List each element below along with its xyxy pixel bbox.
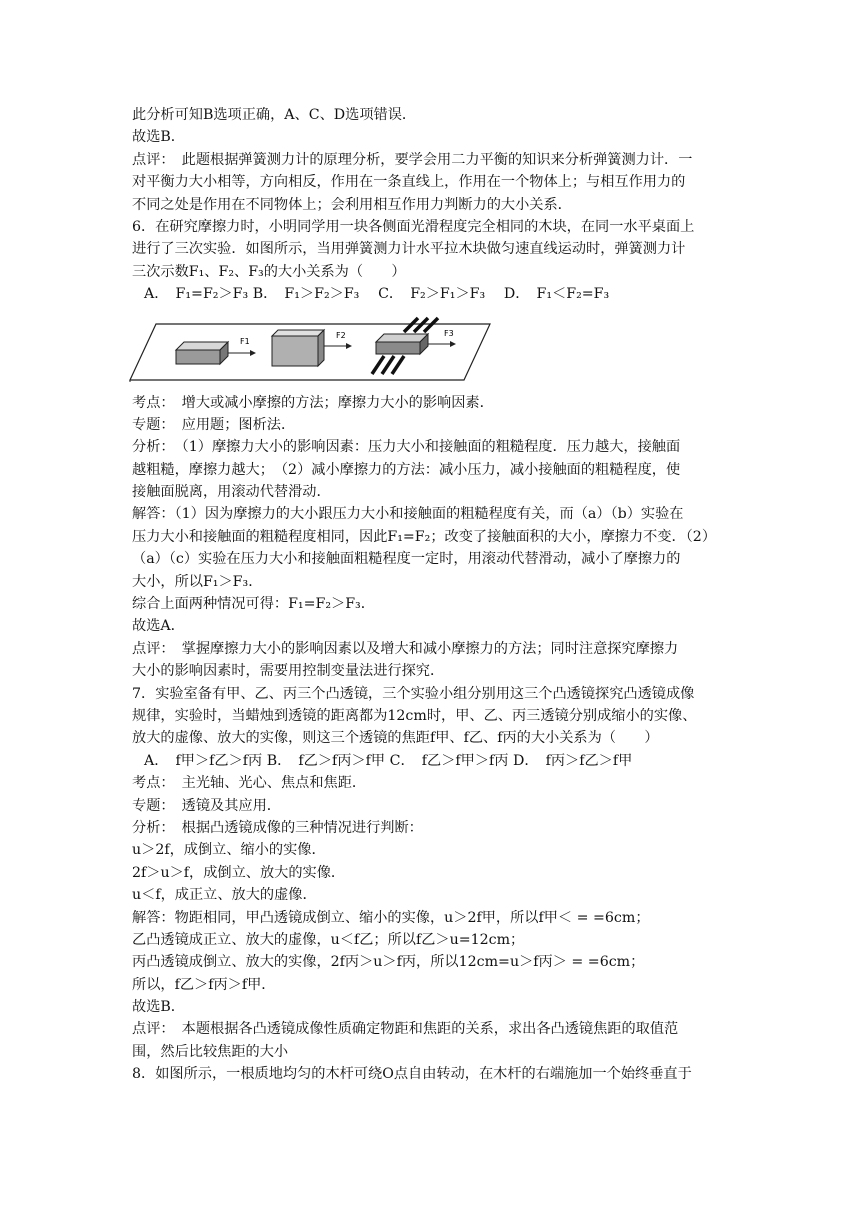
text-line: 综合上面两种情况可得：F₁=F₂＞F₃． [132, 596, 375, 613]
question-6-options: A． F₁=F₂＞F₃ B． F₁＞F₂＞F₃ C． F₂＞F₁＞F₃ D． F₁＜F₂=F₃ [144, 286, 610, 303]
text-line: 2f＞u＞f，成倒立、放大的实像． [132, 864, 346, 881]
friction-experiment-figure [132, 310, 737, 378]
text-line: 大小的影响因素时，需要用控制变量法进行探究． [132, 663, 445, 680]
document-page [132, 104, 737, 1086]
text-line: 所以，f乙＞f丙＞f甲． [132, 976, 276, 993]
text-line: 点评： 掌握摩擦力大小的影响因素以及增大和减小摩擦力的方法；同时注意探究摩擦力 [132, 640, 679, 657]
text-line: 解答：（1）因为摩擦力的大小跟压力大小和接触面的粗糙程度有关，而（a）（b）实验在 [132, 506, 684, 523]
text-line: 分析： 根据凸透镜成像的三种情况进行判断： [132, 819, 423, 836]
text-line: 点评： 本题根据各凸透镜成像性质确定物距和焦距的关系，求出各凸透镜焦距的取值范 [132, 1021, 679, 1038]
text-line: u＜f，成正立、放大的虚像． [132, 887, 317, 904]
text-line: 三次示数F₁、F₂、F₃的大小关系为（ ） [132, 263, 406, 280]
force-label: F1 [240, 336, 250, 346]
text-line: u＞2f，成倒立、缩小的实像． [132, 842, 326, 859]
text-line: 规律，实验时，当蜡烛到透镜的距离都为12cm时，甲、乙、丙三透镜分别成缩小的实像、 [132, 707, 697, 724]
friction-diagram [128, 310, 508, 382]
text-line: 分析： （1）摩擦力大小的影响因素：压力大小和接触面的粗糙程度．压力越大，接触面 [132, 439, 681, 456]
text-line: 专题： 透镜及其应用． [132, 797, 281, 814]
text-line: 乙凸透镜成正立、放大的虚像，u＜f乙；所以f乙＞u=12cm； [132, 931, 525, 948]
text-line: 解答：物距相同，甲凸透镜成倒立、缩小的实像，u＞2f甲，所以f甲＜ = =6cm； [132, 909, 650, 926]
question-6-stem: 6．在研究摩擦力时，小明同学用一块各侧面光滑程度完全相同的木块，在同一水平桌面上 [132, 218, 695, 235]
text-line: 大小，所以F₁＞F₃． [132, 573, 263, 590]
text-line: 丙凸透镜成倒立、放大的实像，2f丙＞u＞f丙，所以12cm=u＞f丙＞ = =6cm； [132, 954, 645, 971]
text-line: 对平衡力大小相等，方向相反，作用在一条直线上，作用在一个物体上；与相互作用力的 [132, 174, 686, 191]
question-7-stem: 7．实验室备有甲、乙、丙三个凸透镜，三个实验小组分别用这三个凸透镜探究凸透镜成像 [132, 685, 695, 702]
text-line: 压力大小和接触面的粗糙程度相同，因此F₁=F₂；改变了接触面积的大小，摩擦力不变．（2） [132, 528, 717, 545]
force-label: F3 [444, 328, 454, 338]
text-line: 考点： 增大或减小摩擦的方法；摩擦力大小的影响因素． [132, 394, 494, 411]
text-line: 围，然后比较焦距的大小 [132, 1043, 289, 1060]
text-line: 不同之处是作用在不同物体上；会利用相互作用力判断力的大小关系． [132, 196, 572, 213]
text-line: 进行了三次实验．如图所示，当用弹簧测力计水平拉木块做匀速直线运动时，弹簧测力计 [132, 241, 686, 258]
text-line: 越粗糙，摩擦力越大； （2）减小摩擦力的方法：减小压力，减小接触面的粗糙程度，使 [132, 461, 681, 478]
text-line: 故选B． [132, 999, 185, 1016]
text-line: 接触面脱离，用滚动代替滑动． [132, 484, 331, 501]
text-line: 点评： 此题根据弹簧测力计的原理分析，要学会用二力平衡的知识来分析弹簧测力计．一 [132, 151, 693, 168]
force-label: F2 [336, 330, 346, 340]
text-line: 考点： 主光轴、光心、焦点和焦距． [132, 775, 367, 792]
text-line: 此分析可知B选项正确，A、C、D选项错误． [132, 107, 417, 123]
text-line: 故选B． [132, 129, 185, 146]
text-line: 专题： 应用题；图析法． [132, 416, 296, 433]
text-line: 放大的虚像、放大的实像，则这三个透镜的焦距f甲、f乙、f丙的大小关系为（ ） [132, 730, 659, 747]
question-8-stem: 8．如图所示，一根质地均匀的木杆可绕O点自由转动，在木杆的右端施加一个始终垂直于 [132, 1066, 692, 1083]
question-7-options: A． f甲＞f乙＞f丙 B． f乙＞f丙＞f甲 C． f乙＞f甲＞f丙 D． f丙＞f乙＞f甲 [144, 752, 633, 769]
text-line: 故选A． [132, 618, 185, 635]
text-line: （a）（c）实验在压力大小和接触面粗糙程度一定时，用滚动代替滑动，减小了摩擦力的 [132, 551, 681, 568]
